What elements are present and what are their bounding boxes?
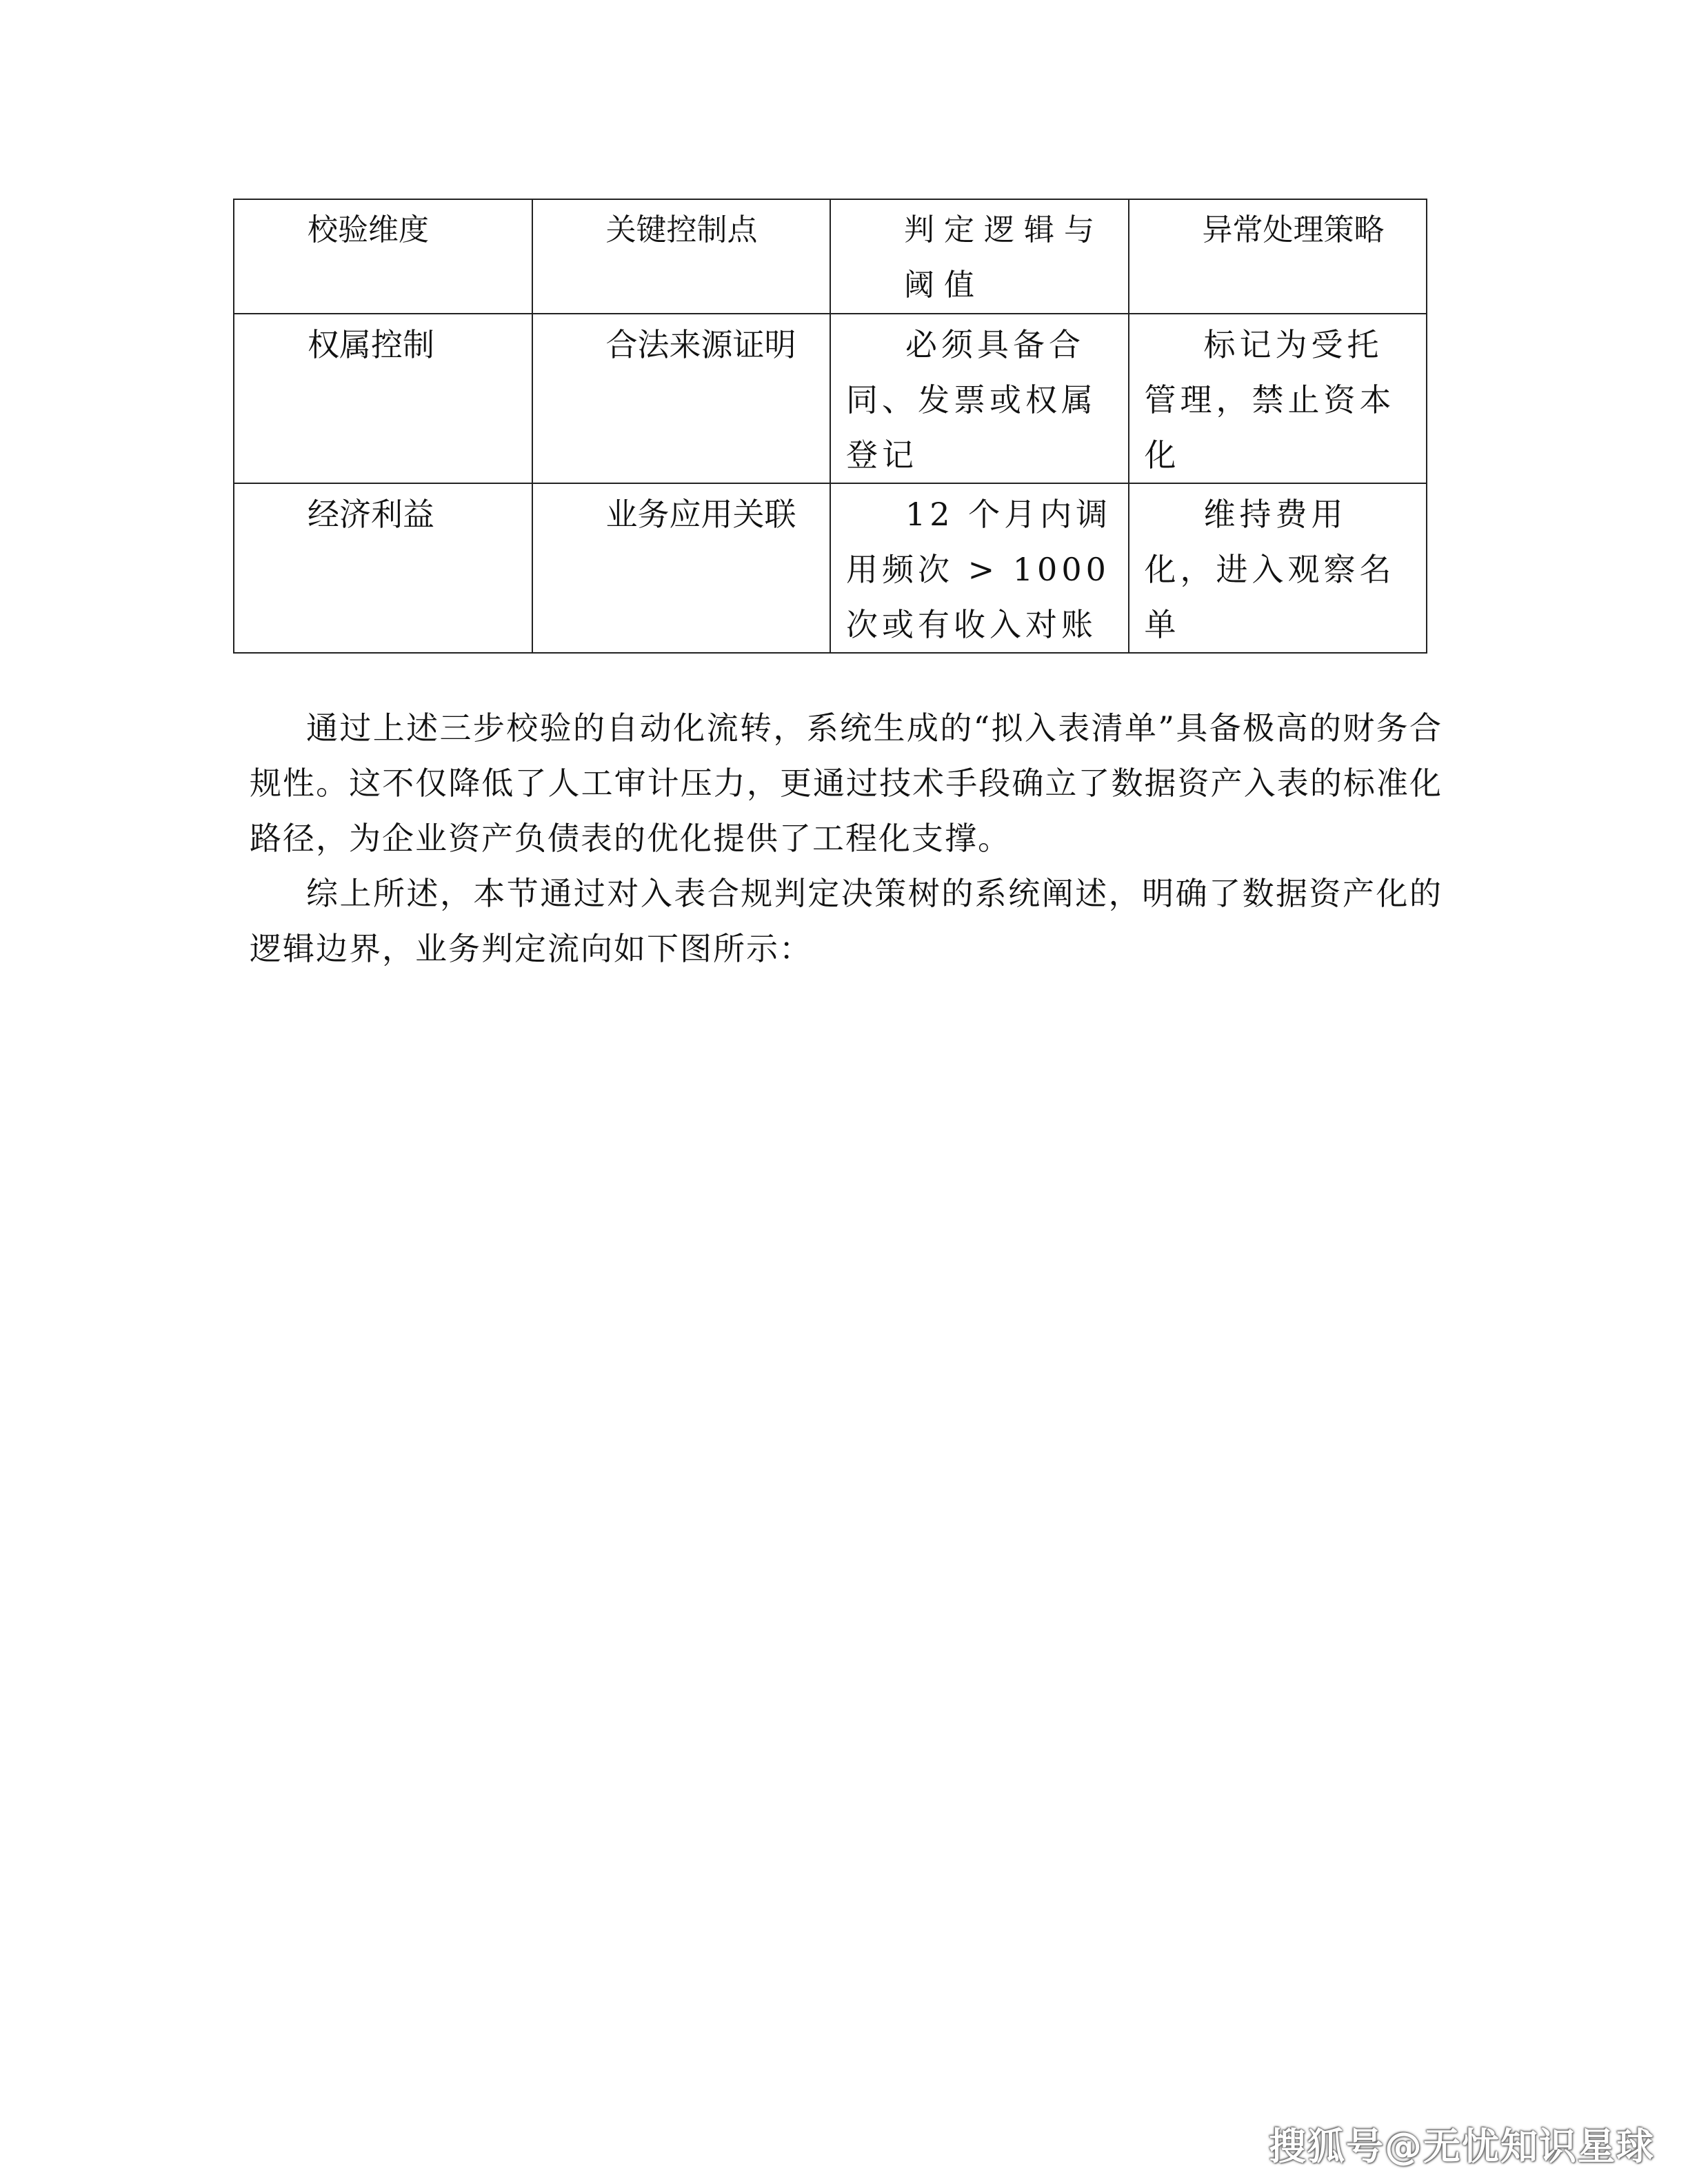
table-row [234, 483, 1427, 653]
cell-exception-strategy: 标记为受托管理，禁止资本化 [1129, 314, 1427, 483]
cell-control-point: 业务应用关联 [532, 483, 831, 653]
cell-dimension: 经济利益 [234, 483, 532, 653]
header-logic-threshold: 判定逻辑与阈值 [830, 199, 1129, 314]
cell-logic-threshold: 必须具备合同、发票或权属登记 [830, 314, 1129, 483]
validation-table [233, 199, 1427, 654]
header-dimension: 校验维度 [234, 199, 532, 314]
body-paragraph-2: 综上所述，本节通过对入表合规判定决策树的系统阐述，明确了数据资产化的逻辑边界，业务判定流向如下图所示： [250, 875, 1443, 967]
cell-exception-strategy: 维持费用化，进入观察名单 [1129, 483, 1427, 653]
header-control-point: 关键控制点 [532, 199, 831, 314]
header-exception-strategy: 异常处理策略 [1129, 199, 1427, 314]
table-row [234, 314, 1427, 483]
table-header-row [234, 199, 1427, 314]
cell-control-point: 合法来源证明 [532, 314, 831, 483]
watermark: 搜狐号@无忧知识星球 [1269, 2125, 1655, 2168]
body-paragraph-1: 通过上述三步校验的自动化流转，系统生成的“拟入表清单”具备极高的财务合规性。这不仅降低了人工审计压力，更通过技术手段确立了数据资产入表的标准化路径，为企业资产负债表的优化提供了工程化支撑。 [250, 709, 1443, 857]
cell-logic-threshold: 12 个月内调用频次 > 1000 次或有收入对账 [830, 483, 1129, 653]
cell-dimension: 权属控制 [234, 314, 532, 483]
